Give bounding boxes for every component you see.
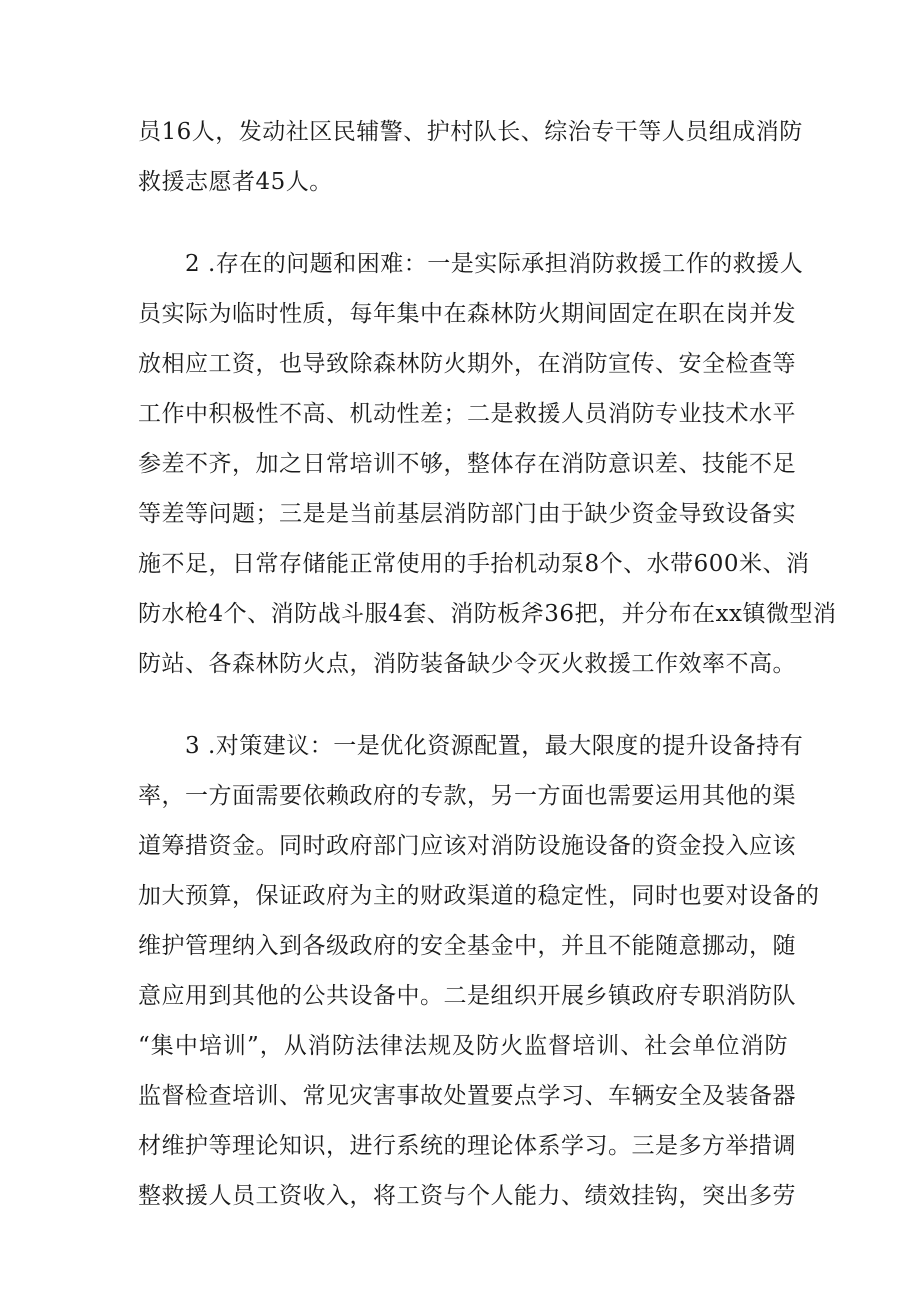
text-line: 参差不齐，加之日常培训不够，整体存在消防意识差、技能不足 — [138, 451, 796, 477]
section-heading-line: 2 .存在的问题和困难：一是实际承担消防救援工作的救援人 — [185, 251, 804, 277]
text-line: 施不足，日常存储能正常使用的手抬机动泵8个、水带600米、消 — [138, 551, 810, 577]
text-line: 材维护等理论知识，进行系统的理论体系学习。三是多方举措调 — [138, 1133, 796, 1159]
text-line: 救援志愿者45人。 — [138, 169, 333, 195]
text-line: 加大预算，保证政府为主的财政渠道的稳定性，同时也要对设备的 — [138, 883, 820, 909]
text-line: 工作中积极性不高、机动性差；二是救援人员消防专业技术水平 — [138, 401, 796, 427]
text-line: 放相应工资，也导致除森林防火期外，在消防宣传、安全检查等 — [138, 351, 796, 377]
text-line: 率，一方面需要依赖政府的专款，另一方面也需要运用其他的渠 — [138, 783, 796, 809]
text-line: 维护管理纳入到各级政府的安全基金中，并且不能随意挪动，随 — [138, 933, 796, 959]
section-heading-line: 3 .对策建议：一是优化资源配置，最大限度的提升设备持有 — [185, 733, 804, 759]
text-line: 道筹措资金。同时政府部门应该对消防设施设备的资金投入应该 — [138, 833, 796, 859]
text-line: 等差等问题；三是是当前基层消防部门由于缺少资金导致设备实 — [138, 501, 796, 527]
text-line: “集中培训”，从消防法律法规及防火监督培训、社会单位消防 — [138, 1033, 788, 1059]
text-line: 监督检查培训、常见灾害事故处置要点学习、车辆安全及装备器 — [138, 1083, 796, 1109]
text-line: 员16人，发动社区民辅警、护村队长、综治专干等人员组成消防 — [138, 119, 803, 145]
text-line: 整救援人员工资收入，将工资与个人能力、绩效挂钩，突出多劳 — [138, 1183, 796, 1209]
text-line: 防水枪4个、消防战斗服4套、消防板斧36把，并分布在xx镇微型消 — [138, 601, 837, 627]
text-line: 员实际为临时性质，每年集中在森林防火期间固定在职在岗并发 — [138, 301, 796, 327]
text-line: 意应用到其他的公共设备中。二是组织开展乡镇政府专职消防队 — [138, 983, 796, 1009]
text-line: 防站、各森林防火点，消防装备缺少令灭火救援工作效率不高。 — [138, 651, 796, 677]
